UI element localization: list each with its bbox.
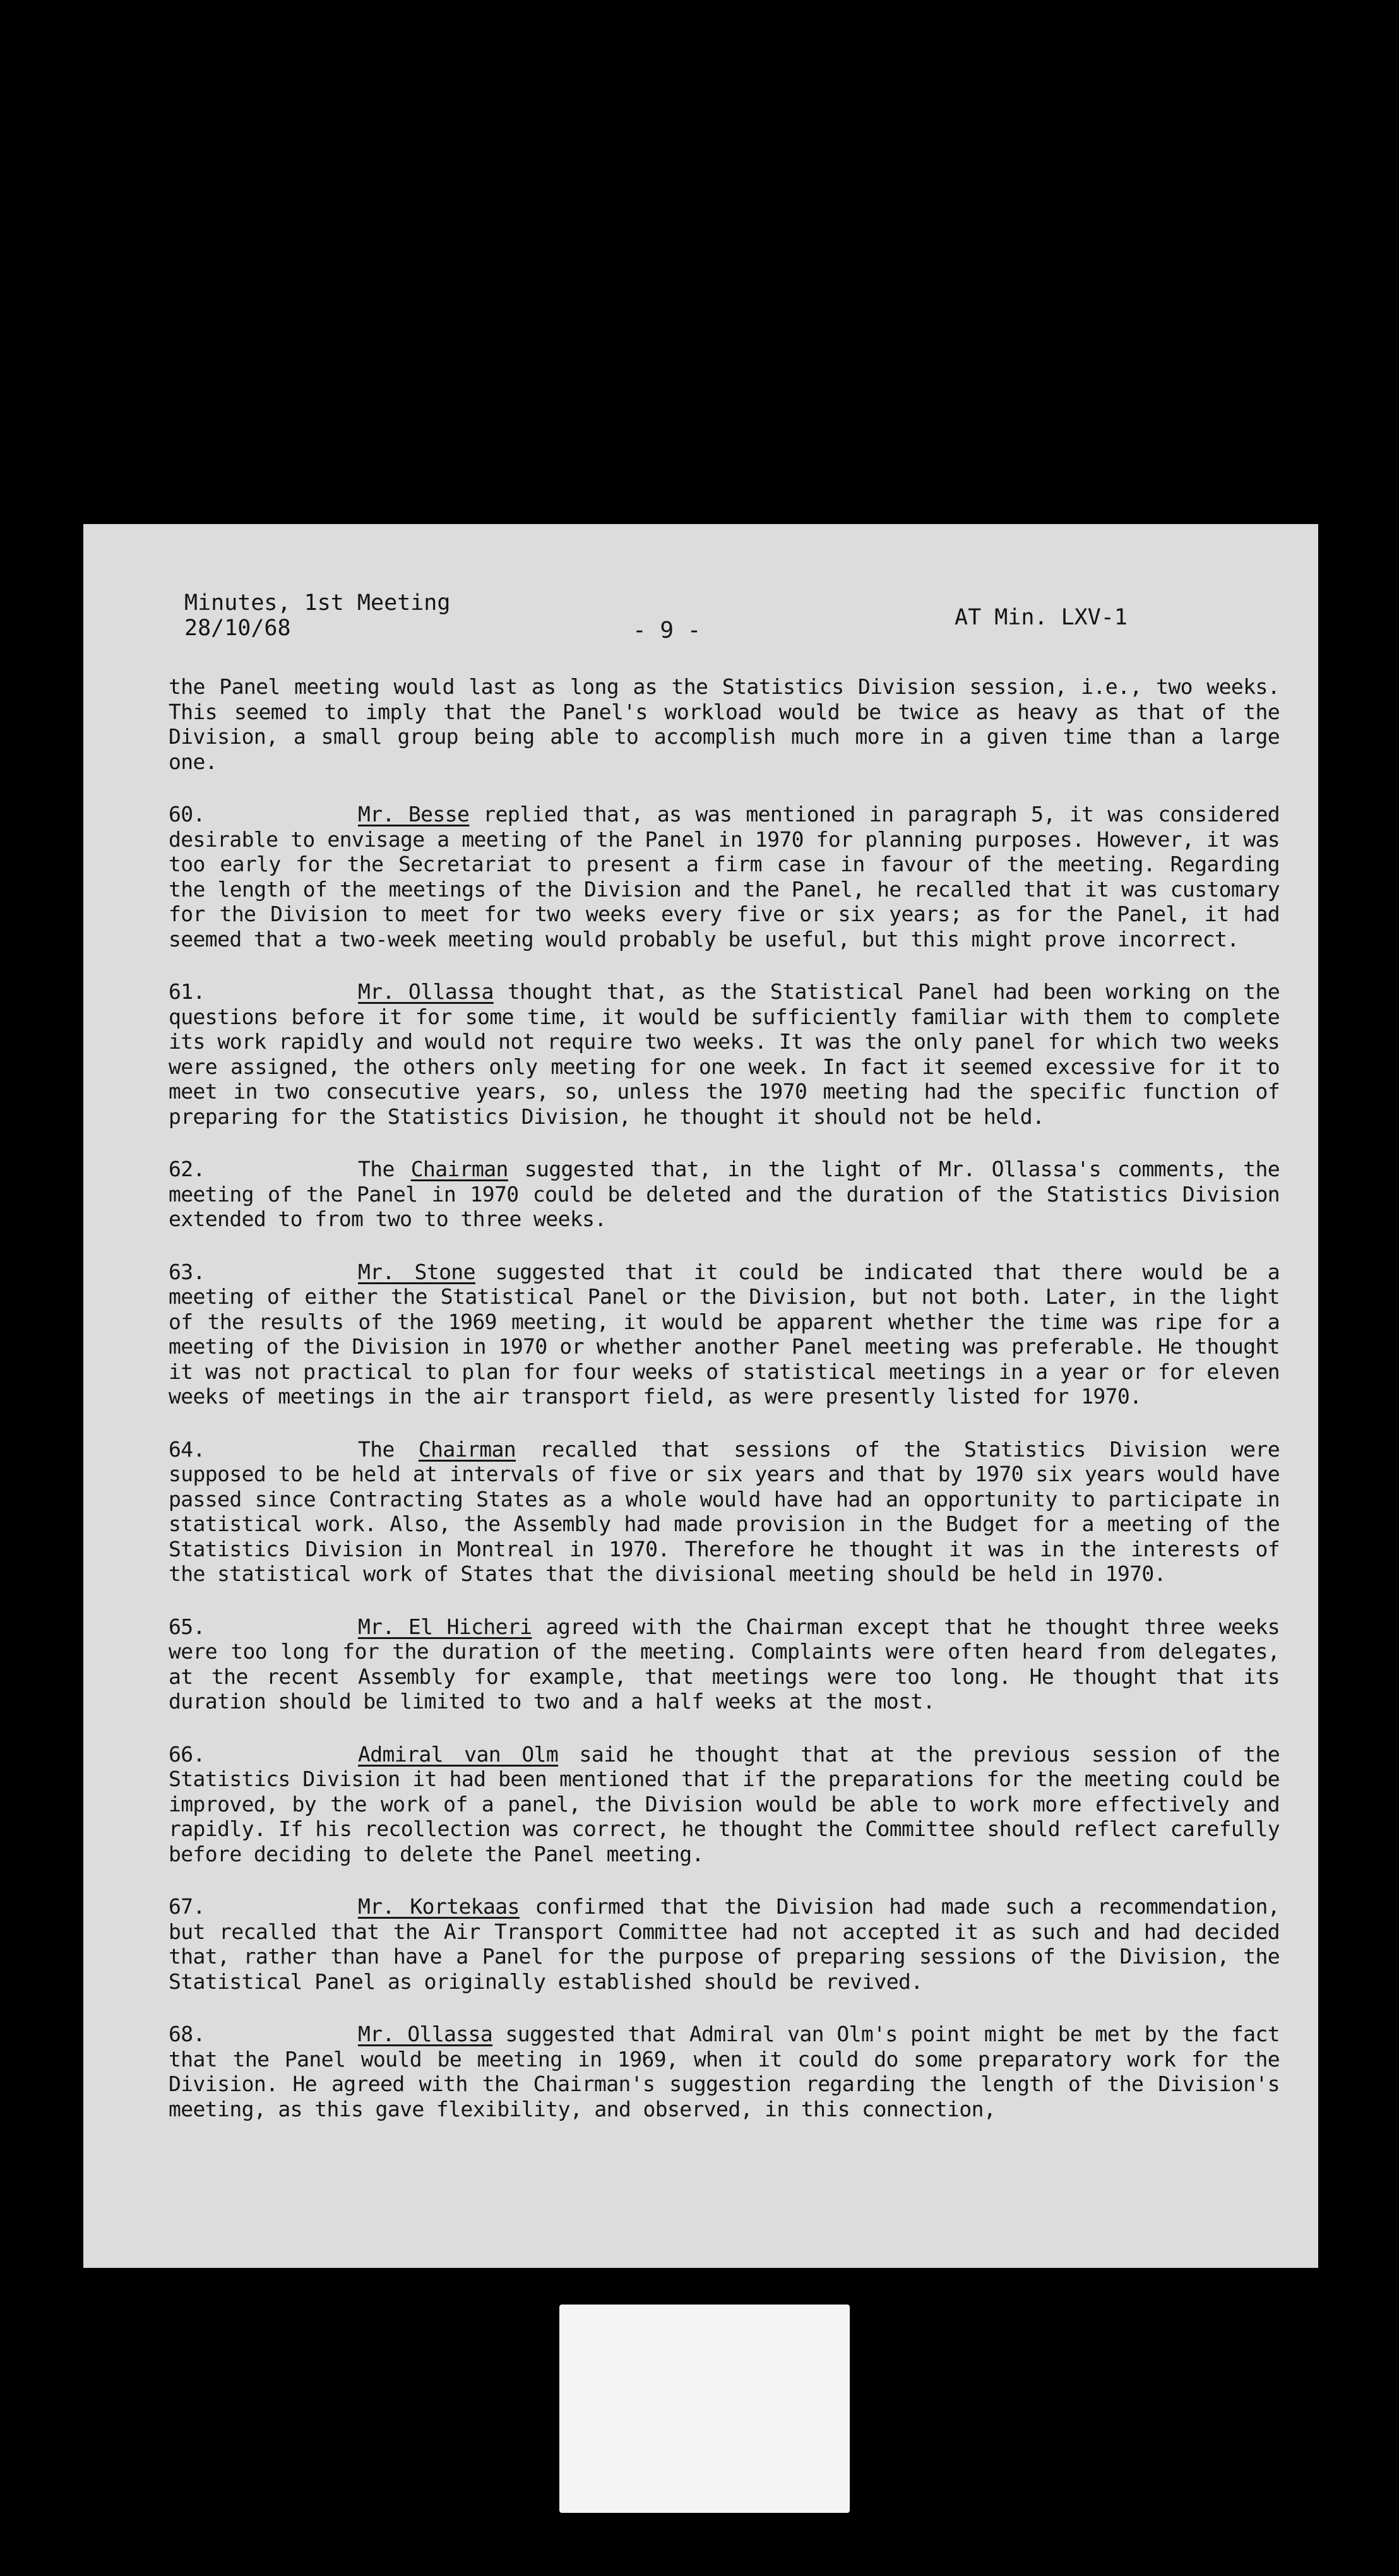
paragraph-68 [169,2022,1280,2121]
paragraph-number: 66. [169,1741,205,1767]
paragraph-text: suggested that it could be indicated that there would be a meeting of either the Statistical Panel or the Division, but not both. Later, in the light of the results of the 1969 meeting, it would be apparent whether the time was ripe for a meeting of the Division in 1970 or whether another Panel meeting was preferable. He thought it was not practical to plan for four weeks of statistical meetings in a year or for eleven weeks of meetings in the air transport field, as were presently listed for 1970. [169,1259,1280,1409]
paragraph-67 [169,1894,1280,1994]
page-number: - 9 - [633,617,701,643]
paragraph-number: 64. [169,1436,205,1462]
paragraph-text: suggested that Admiral van Olm's point might be met by the fact that the Panel would be meeting in 1969, when it could do some preparatory work for the Division. He agreed with the Chairman's suggestion regarding the length of the Division's meeting, as this gave flexibility, and observed, in this connection, [169,2022,1280,2121]
speaker-name: Chairman [410,1157,508,1181]
paragraph-text: suggested that, in the light of Mr. Ollassa's comments, the meeting of the Panel in 1970 could be deleted and the duration of the Statistics Division extended to from two to three weeks. [169,1157,1280,1231]
paragraph-number: 68. [169,2022,205,2046]
speaker-name: Chairman [418,1436,516,1462]
blank-card [559,2305,850,2513]
paragraph-text: agreed with the Chairman except that he thought three weeks were too long for the duration of the meeting. Complaints were often heard from delegates, at the recent Assembly for example, that meetings were too long. He thought that its duration should be limited to two and a half weeks at the most. [169,1614,1280,1714]
paragraph-65 [169,1614,1280,1714]
paragraph-63 [169,1260,1280,1409]
paragraph-number: 60. [169,802,205,826]
paragraph-text: said he thought that at the previous session of the Statistics Division it had been mentioned that if the preparations for the meeting could be improved, by the work of a panel, the Division would be able to work more effectively and rapidly. If his recollection was correct, he thought the Committee should reflect carefully before deciding to delete the Panel meeting. [169,1741,1280,1866]
header-meeting-title: Minutes, 1st Meeting [184,590,451,616]
speaker-name: Mr. Ollassa [358,2022,493,2046]
header-meeting-info [184,590,450,641]
paragraph-60 [169,802,1280,951]
speaker-name: Mr. Ollassa [358,979,494,1004]
document-reference: AT Min. LXV-1 [955,605,1128,630]
paragraph-number: 67. [169,1894,205,1919]
paragraph-lead-in: The [358,1157,411,1181]
paragraph-number: 61. [169,979,205,1004]
paragraph-61 [169,979,1280,1129]
paragraph-text: confirmed that the Division had made such a recommendation, but recalled that the Air Transport Committee had not accepted it as such and had decided that, rather than have a Panel for the purpose of preparing sessions of the Division, the Statistical Panel as originally established should be revived. [169,1894,1280,1994]
document-page [83,524,1318,2268]
paragraph-text: recalled that sessions of the Statistics Division were supposed to be held at intervals of five or six years and that by 1970 six years would have passed since Contracting States as a whole would have had an opportunity to participate in statistical work. Also, the Assembly had made provision in the Budget for a meeting of the Statistics Division in Montreal in 1970. Therefore he thought it was in the interests of the statistical work of States that the divisional meeting should be held in 1970. [169,1436,1280,1586]
speaker-name: Mr. Kortekaas [358,1894,520,1919]
header-meeting-date: 28/10/68 [184,616,291,641]
speaker-name: Mr. El Hicheri [358,1614,532,1639]
paragraph-number: 63. [169,1259,205,1284]
paragraph-text: thought that, as the Statistical Panel had been working on the questions before it for some time, it would be sufficiently familiar with them to complete its work rapidly and would not require two weeks. It was the only panel for which two weeks were assigned, the others only meeting for one week. In fact it seemed excessive for it to meet in two consecutive years, so, unless the 1970 meeting had the specific function of preparing for the Statistics Division, he thought it should not be held. [169,979,1280,1129]
continuation-paragraph: the Panel meeting would last as long as the Statistics Division session, i.e., two weeks. This seemed to imply that the Panel's workload would be twice as heavy as that of the Division, a small group being able to accomplish much more in a given time than a large one. [169,674,1280,774]
paragraph-number: 62. [169,1157,205,1181]
paragraph-lead-in: The [358,1436,419,1462]
paragraph-62 [169,1157,1280,1232]
paragraph-text: replied that, as was mentioned in paragraph 5, it was considered desirable to envisage a meeting of the Panel in 1970 for planning purposes. However, it was too early for the Secretariat to present a firm case in favour of the meeting. Regarding the length of the meetings of the Division and the Panel, he recalled that it was customary for the Division to meet for two weeks every five or six years; as for the Panel, it had seemed that a two-week meeting would probably be useful, but this might prove incorrect. [169,802,1280,951]
speaker-name: Admiral van Olm [358,1741,559,1767]
minutes-body [169,674,1280,2149]
speaker-name: Mr. Besse [358,802,470,826]
speaker-name: Mr. Stone [358,1259,475,1284]
paragraph-66 [169,1742,1280,1867]
paragraph-64 [169,1437,1280,1587]
paragraph-number: 65. [169,1614,205,1639]
